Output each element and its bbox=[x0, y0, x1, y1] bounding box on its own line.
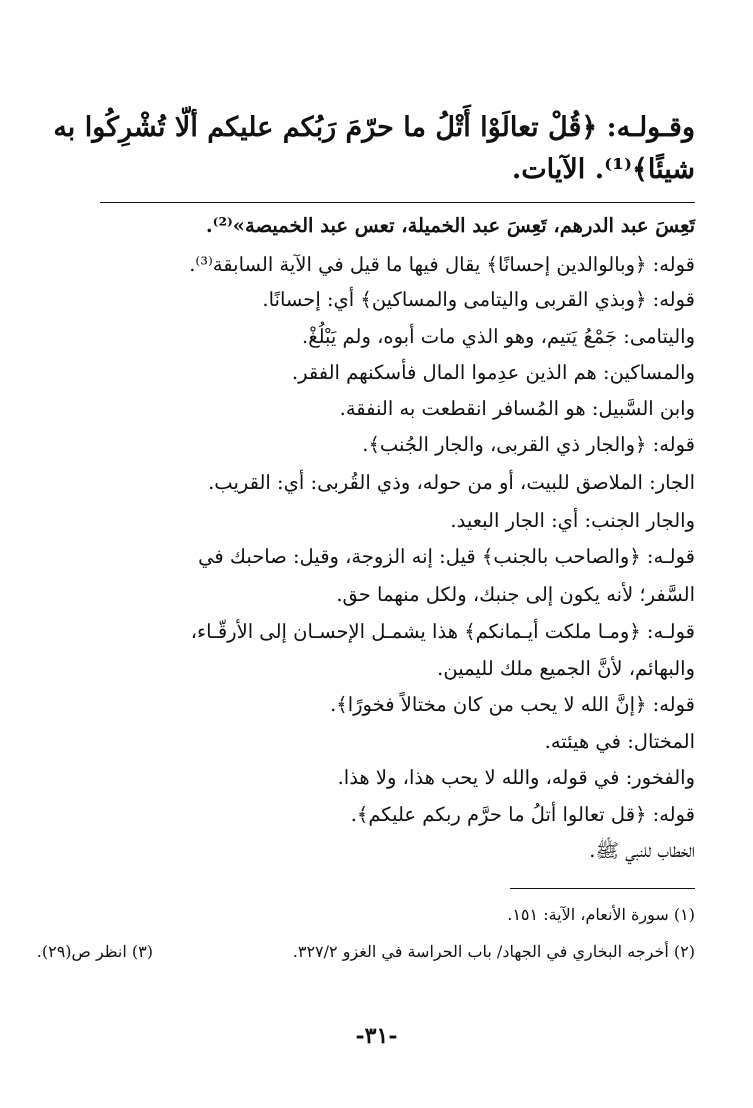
body-line-3: قوله: ﴿وبذي القربى واليتامى والمساكين﴾ أي: إحسانًا. bbox=[262, 288, 695, 311]
footnote-2: (٢) أخرجه البخاري في الجهاد/ باب الحراسة في الغزو ٣٢٧/٢. bbox=[292, 942, 695, 961]
body-line-14: قوله: ﴿إنَّ الله لا يحب من كان مختالاً فخورًا﴾. bbox=[330, 693, 695, 716]
body-line-9: والجار الجنب: أي: الجار البعيد. bbox=[450, 509, 695, 532]
body-line-12: قولـه: ﴿ومـا ملكت أيـمانكم﴾ هذا يشمـل الإحسـان إلى الأرقّـاء، bbox=[190, 620, 695, 643]
body-line-17: قوله: ﴿قل تعالوا أتلُ ما حرَّم ربكم عليكم﴾. bbox=[350, 803, 695, 826]
footnote-divider bbox=[510, 888, 695, 889]
body-line-18: الخطاب للنبي ﷺ. bbox=[589, 839, 695, 862]
heading-verse-line-2: شيئًا﴾⁽¹⁾. الآيات. bbox=[511, 154, 695, 185]
body-line-4: واليتامى: جَمْعُ يَتيم، وهو الذي مات أبوه، ولم يَبْلُغْ. bbox=[302, 325, 695, 348]
body-line-5: والمساكين: هم الذين عدِموا المال فأسكنهم الفقر. bbox=[291, 361, 695, 384]
body-line-16: والفخور: في قوله، والله لا يحب هذا، ولا هذا. bbox=[337, 766, 695, 789]
body-line-1: تَعِسَ عبد الدرهم، تَعِسَ عبد الخميلة، تعس عبد الخميصة»⁽²⁾. bbox=[205, 214, 695, 237]
footnote-1: (١) سورة الأنعام، الآية: ١٥١. bbox=[507, 905, 695, 924]
body-line-7: قوله: ﴿والجار ذي القربى، والجار الجُنب﴾. bbox=[362, 433, 695, 456]
page-number: -٣١- bbox=[355, 1023, 398, 1049]
top-divider bbox=[100, 202, 695, 203]
body-line-6: وابن السَّبيل: هو المُسافر انقطعت به النفقة. bbox=[339, 397, 695, 420]
body-line-11: السَّفر؛ لأنه يكون إلى جنبك، ولكل منهما حق. bbox=[336, 583, 695, 606]
footnote-3: (٣) انظر ص(٢٩). bbox=[36, 942, 153, 961]
body-line-13: والبهائم، لأنَّ الجميع ملك لليمين. bbox=[437, 657, 695, 680]
body-line-8: الجار: الملاصق للبيت، أو من حوله، وذي القُربى: أي: القريب. bbox=[208, 471, 695, 494]
body-line-15: المختال: في هيئته. bbox=[544, 730, 695, 753]
body-line-2: قوله: ﴿وبالوالدين إحسانًا﴾ يقال فيها ما قيل في الآية السابقة⁽³⁾. bbox=[189, 253, 695, 276]
body-line-10: قولـه: ﴿والصاحب بالجنب﴾ قيل: إنه الزوجة، وقيل: صاحبك في bbox=[198, 545, 695, 568]
heading-verse-line-1: وقـولـه: ﴿قُلْ تعالَوْا أَتْلُ ما حرّمَ رَبُكم عليكم ألّا تُشْرِكُوا به bbox=[53, 112, 695, 143]
